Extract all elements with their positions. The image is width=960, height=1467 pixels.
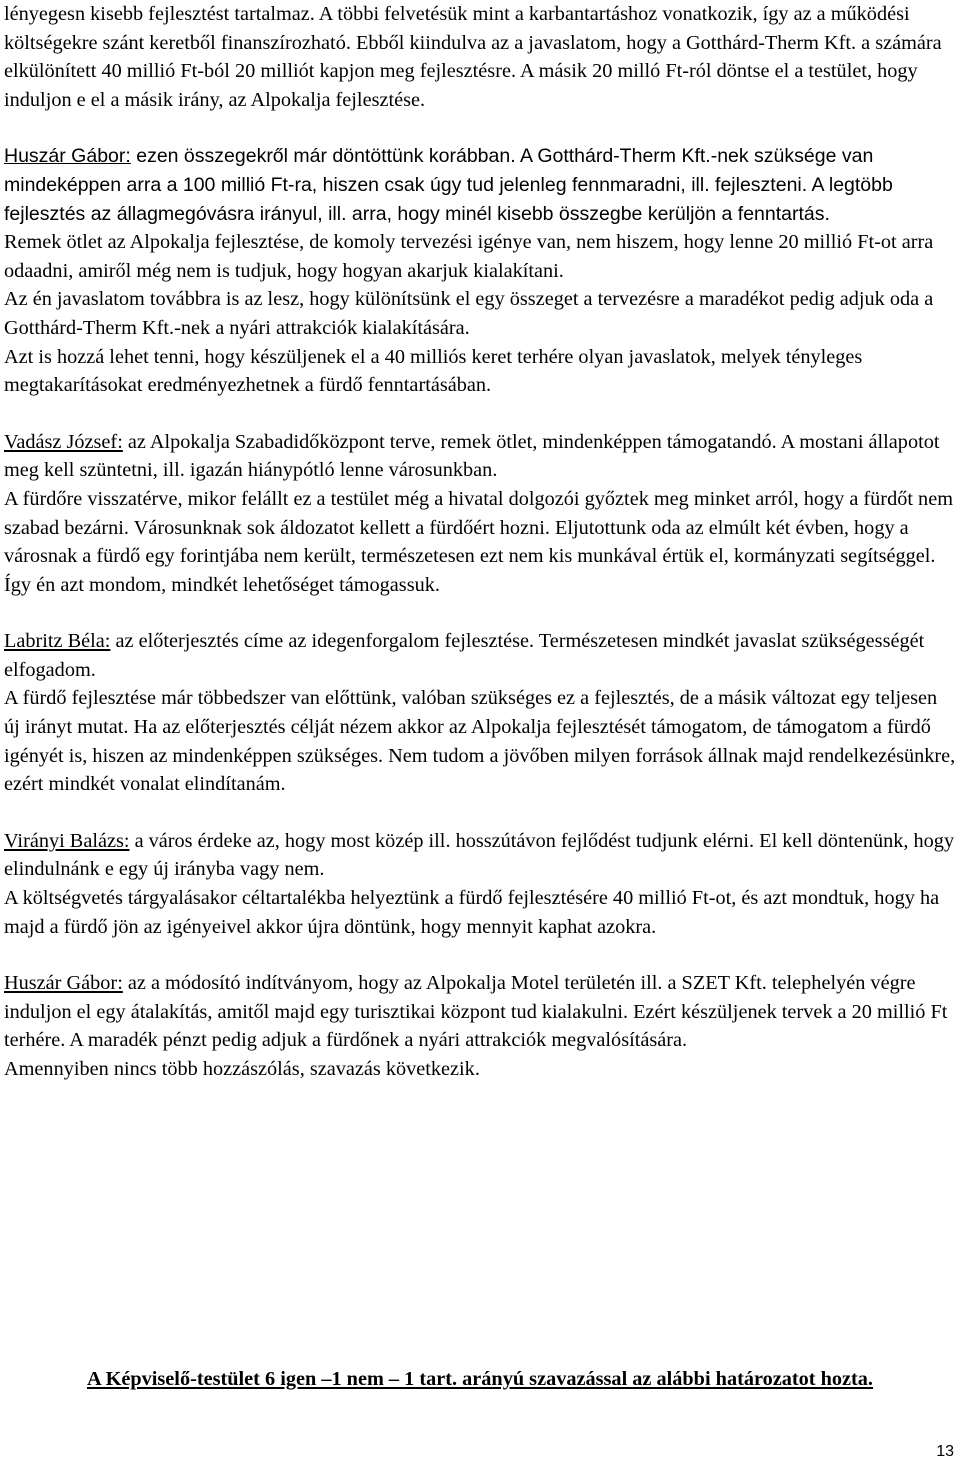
huszar-paragraph-1 xyxy=(4,142,956,228)
resolution-heading: A Képviselő-testület 6 igen –1 nem – 1 tart. arányú szavazással az alábbi határozatot hozta. xyxy=(86,1368,874,1390)
speaker-name: Vadász József: xyxy=(4,430,123,453)
speaker-name: Huszár Gábor: xyxy=(4,972,123,995)
paragraph-gap xyxy=(4,599,956,627)
vadasz-paragraph-1 xyxy=(4,428,956,485)
statement-text: az Alpokalja Szabadidőközpont terve, remek ötlet, mindenképpen támogatandó. A mostani állapotot meg kell szüntetni, ill. igazán hiánypótló lenne városunkban. xyxy=(4,430,940,482)
speaker-name: Virányi Balázs: xyxy=(4,829,130,852)
huszar-paragraph-2: Remek ötlet az Alpokalja fejlesztése, de komoly tervezési igénye van, nem hiszem, hogy lenne 20 millió Ft-ot arra odaadni, amiről még nem is tudjuk, hogy hogyan akarjuk kialakítani. xyxy=(4,231,934,282)
viranyi-paragraph-2: A költségvetés tárgyalásakor céltartalékba helyeztünk a fürdő fejlesztésére 40 millió Ft-ot, és azt mondtuk, hogy ha majd a fürdő jön az igényeivel akkor újra döntünk, hogy mennyit kaphat azokra. xyxy=(4,887,940,938)
statement-text: az a módosító indítványom, hogy az Alpokalja Motel területén ill. a SZET Kft. telephelyén végre induljon el egy átalakítás, amitől majd egy turisztikai központ tud kialakulni. Ezért készüljenek tervek a 20 millió Ft terhére. A maradék pénzt pedig adjuk a fürdőnek a nyári attrakciók megvalósítására. xyxy=(4,972,948,1052)
labritz-paragraph-2: A fürdő fejlesztése már többedszer van előttünk, valóban szükséges ez a fejlesztés, de a másik változat egy teljesen új irányt mutat. Ha az előterjesztés célját nézem akkor az Alpokalja fejlesztését támogatom, de támogatom a fürdő igényét is, hiszen az mindenképpen szükséges. Nem tudom a jövőben milyen források állnak majd rendelkezésünkre, ezért mindkét vonalat elindítanám. xyxy=(4,687,956,796)
huszar-statement-1 xyxy=(4,142,956,228)
paragraph-gap xyxy=(4,400,956,428)
document-page xyxy=(4,0,956,1084)
labritz-paragraph-1 xyxy=(4,627,956,684)
vadasz-paragraph-2: A fürdőre visszatérve, mikor felállt ez a testület még a hivatal dolgozói győztek meg minket arról, hogy a fürdőt nem szabad bezárni. Városunknak sok áldozatot kellett a fürdőért hozni. Eljutottunk oda az elmúlt két évben, hogy a városnak a fürdő egy forintjába nem került, természetesen ezt nem kis munkával értük el, kormányzati segítséggel. xyxy=(4,487,953,568)
paragraph-gap xyxy=(4,941,956,969)
speaker-name: Huszár Gábor: xyxy=(4,145,131,168)
statement-text: az előterjesztés címe az idegenforgalom fejlesztése. Természetesen mindkét javaslat szükségességét elfogadom. xyxy=(4,630,925,681)
paragraph-gap xyxy=(4,799,956,827)
speaker-name: Labritz Béla: xyxy=(4,630,111,653)
statement-text: a város érdeke az, hogy most közép ill. hosszútávon fejlődést tudjunk elérni. El kell döntenünk, hogy elindulnánk e egy új irányba vagy nem. xyxy=(4,829,955,881)
statement-text: ezen összegekről már döntöttünk korábban. A Gotthárd-Therm Kft.-nek szüksége van mindeképpen arra a 100 millió Ft-ra, hiszen csak úgy tud jelenleg fennmaradni, ill. fejleszteni. A legtöbb fejlesztés az állagmegóvásra irányul, ill. arra, hogy minél kisebb összegbe kerüljön a fenntartás. xyxy=(4,145,893,225)
vadasz-paragraph-3: Így én azt mondom, mindkét lehetőséget támogassuk. xyxy=(4,573,440,596)
huszar-paragraph-4: Azt is hozzá lehet tenni, hogy készüljenek el a 40 milliós keret terhére olyan javaslatok, melyek tényleges megtakarításokat eredményezhetnek a fürdő fenntartásában. xyxy=(4,345,863,397)
intro-paragraph: lényegesn kisebb fejlesztést tartalmaz. A többi felvetésük mint a karbantartáshoz vonatkozik, így az a működési költségekre szánt keretből finanszírozható. Ebből kiindulva az a javaslatom, hogy a Gotthárd-Therm Kft. a számára elkülönített 40 millió Ft-ból 20 milliót kapjon meg fejlesztésre. A másik 20 milló Ft-ról döntse el a testület, hogy induljon e el a másik irány, az Alpokalja fejlesztése. xyxy=(4,3,942,111)
huszar2-paragraph-2: Amennyiben nincs több hozzászólás, szavazás következik. xyxy=(4,1058,480,1080)
paragraph-gap xyxy=(4,114,956,142)
huszar-paragraph-3: Az én javaslatom továbbra is az lesz, hogy különítsünk el egy összeget a tervezésre a maradékot pedig adjuk oda a Gotthárd-Therm Kft.-nek a nyári attrakciók kialakítására. xyxy=(4,288,934,339)
page-number: 13 xyxy=(936,1443,954,1460)
viranyi-paragraph-1 xyxy=(4,827,956,884)
huszar2-paragraph-1 xyxy=(4,969,956,1055)
